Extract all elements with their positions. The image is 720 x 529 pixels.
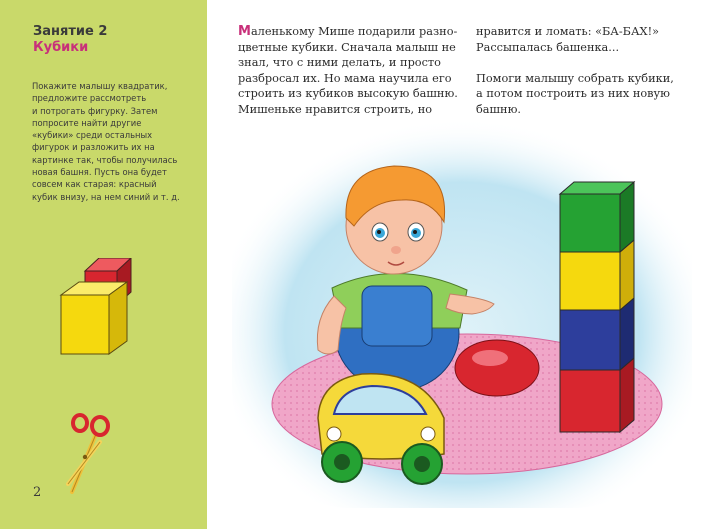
tower-cube-green bbox=[560, 182, 634, 252]
boy-overalls bbox=[362, 286, 432, 346]
instruction-line: фигурок и разложить их на bbox=[32, 142, 155, 153]
story-illustration bbox=[222, 118, 702, 518]
lesson-subtitle: Кубики bbox=[33, 40, 89, 55]
instruction-line: «кубики» среди остальных bbox=[32, 130, 153, 141]
story-column-right bbox=[476, 24, 674, 118]
instruction-line: Покажите малышу квадратик, bbox=[32, 81, 168, 91]
story-line bbox=[238, 24, 458, 40]
instruction-line: совсем как старая: красный bbox=[32, 179, 157, 190]
scissors-icon bbox=[66, 412, 114, 494]
story-line: Рассыпалась башенка... bbox=[476, 40, 620, 54]
story-line: строить из кубиков высокую башню. bbox=[238, 87, 458, 101]
instruction-line: предложите рассмотреть bbox=[32, 93, 147, 104]
story-line: разбросал их. Но мама научила его bbox=[238, 71, 452, 85]
instruction-line: новая башня. Пусть она будет bbox=[32, 167, 167, 178]
red-ball-shoe bbox=[455, 340, 539, 396]
story-line: Помоги малышу собрать кубики, bbox=[476, 71, 674, 85]
story-line: башню. bbox=[476, 102, 521, 116]
lesson-title: Занятие 2 bbox=[33, 24, 108, 39]
story-line: нравится и ломать: «БА-БАХ!» bbox=[476, 25, 660, 38]
dropcap-letter: М bbox=[238, 24, 251, 39]
cube-tower bbox=[560, 182, 634, 432]
paragraph-gap bbox=[476, 55, 674, 71]
story-line: знал, что с ними делать, и просто bbox=[238, 56, 441, 70]
story-line: цветные кубики. Сначала малыш не bbox=[238, 40, 456, 54]
cubes-illustration bbox=[55, 258, 145, 358]
story-line: а потом построить из них новую bbox=[476, 87, 671, 101]
yellow-cube bbox=[61, 282, 127, 354]
page-number: 2 bbox=[33, 485, 42, 500]
instruction-line: и потрогать фигурку. Затем bbox=[32, 105, 158, 116]
story-line: Мишеньке нравится строить, но bbox=[238, 102, 433, 116]
story-column-left bbox=[238, 24, 458, 118]
instruction-line: картинке так, чтобы получилась bbox=[32, 154, 178, 165]
parent-instructions bbox=[32, 80, 204, 203]
story-line-rest: аленькому Мише подарили разно- bbox=[250, 25, 458, 38]
instruction-line: кубик внизу, на нем синий и т. д. bbox=[32, 191, 180, 202]
instruction-line: попросите найти другие bbox=[32, 117, 142, 128]
